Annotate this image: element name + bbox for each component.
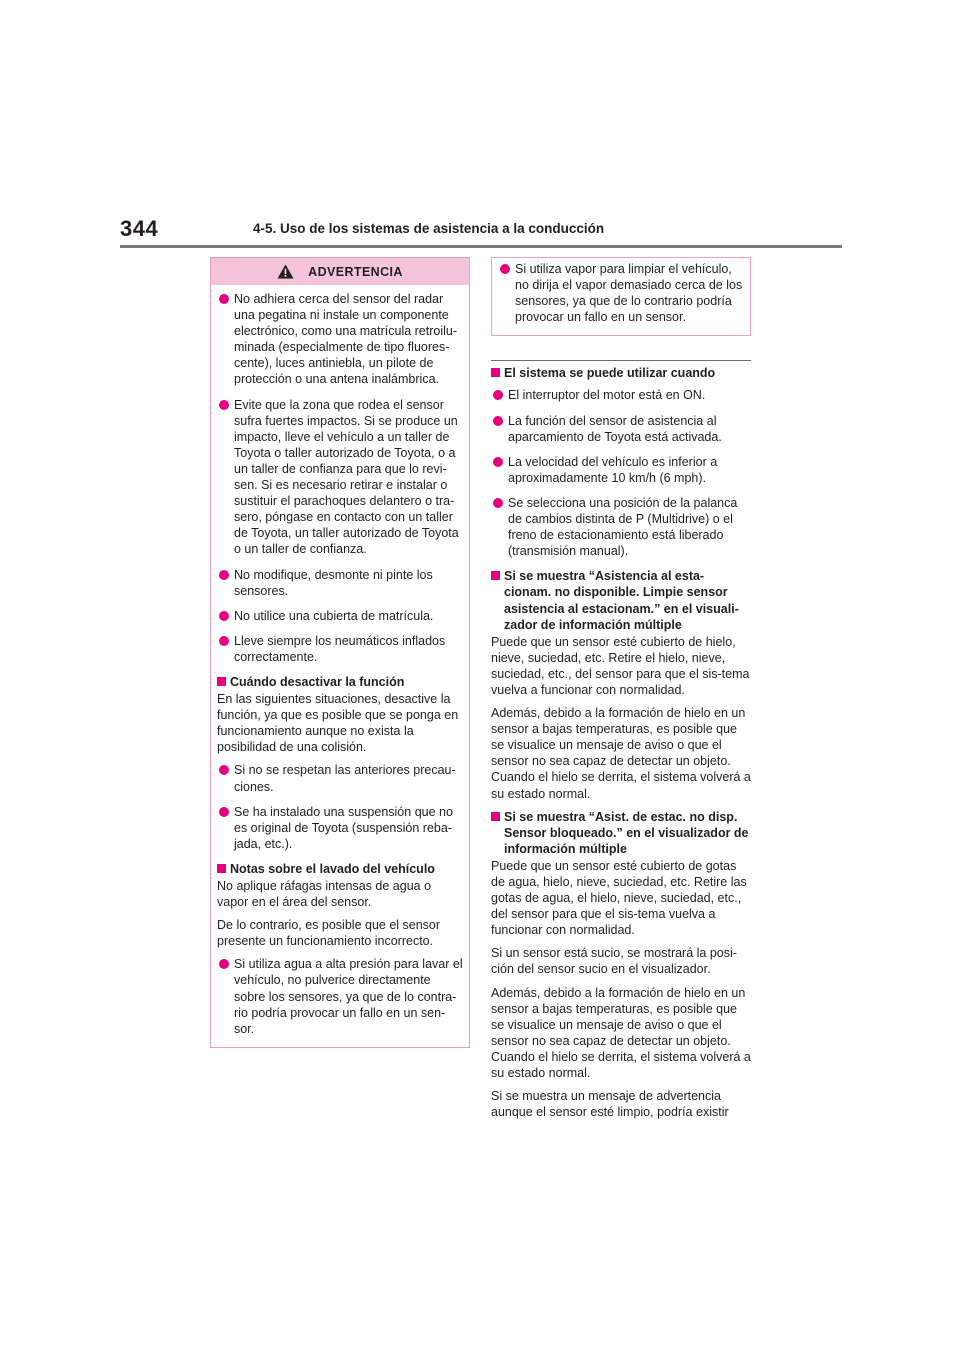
warning-content: [492, 258, 750, 335]
heading-text: Notas sobre el lavado del vehículo: [230, 861, 435, 876]
usable-bullet: [491, 413, 751, 445]
right-column: [491, 257, 751, 1127]
section-heading-deactivate: [217, 674, 463, 690]
heading-square: [217, 677, 226, 686]
warning-content: [211, 285, 469, 1037]
warning-bullet-text: Evite que la zona que rodea el sensor sufra fuertes impactos. Si se produce un impacto, lleve el vehículo a un taller de Toyota o taller autorizado de Toyota, o a un taller de confianza para que lo revi-sen. Si es necesario retirar e instalar o sustituir el parachoques delantero o tra-sero, póngase en contacto con un taller de Toyota, un taller autorizado de Toyota o un taller de confianza.: [234, 397, 459, 557]
paragraph: Además, debido a la formación de hielo en un sensor a bajas temperaturas, es posible que se visualice un mensaje de aviso o que el sensor no sea capaz de detectar un objeto. Cuando el hielo se derrita, el sistema volverá a su estado normal.: [491, 985, 751, 1081]
heading-square: [217, 864, 226, 873]
warning-bullet: [217, 567, 463, 599]
paragraph: Puede que un sensor esté cubierto de gotas de agua, hielo, nieve, suciedad, etc. Retire las gotas de agua, el hielo, nieve, suciedad, etc., del sensor para que el sis-tema vuelva a funcionar con normalidad.: [491, 858, 747, 938]
warning-bullet: [217, 291, 463, 388]
heading-text: Cuándo desactivar la función: [230, 674, 405, 689]
bullet-dot: [493, 457, 503, 467]
paragraph: De lo contrario, es posible que el sensor presente un funcionamiento incorrecto.: [217, 918, 441, 949]
bullet-dot: [219, 636, 229, 646]
bullet-text: Se ha instalado una suspensión que no es original de Toyota (suspensión reba-jada, etc.).: [234, 804, 453, 851]
paragraph: Si se muestra un mensaje de advertencia aunque el sensor esté limpio, podría existir: [491, 1089, 729, 1120]
deactivate-bullet: [217, 804, 463, 852]
bullet-dot: [219, 959, 229, 969]
section-heading-msg1: [491, 568, 751, 632]
deactivate-bullet: [217, 762, 463, 794]
bullet-dot: [493, 498, 503, 508]
bullet-text: La función del sensor de asistencia al aparcamiento de Toyota está activada.: [508, 413, 722, 444]
bullet-text: Se selecciona una posición de la palanca de cambios distinta de P (Multidrive) o el freno de estacionamiento está liberado (transmisión manual).: [508, 495, 738, 559]
warning-bullet: [217, 397, 463, 558]
left-column: [210, 257, 470, 1048]
section-rule: [491, 360, 751, 361]
warning-bullet-text: Lleve siempre los neumáticos inflados correctamente.: [234, 633, 446, 664]
warning-bullet: [217, 608, 463, 624]
section-heading-msg2: [491, 809, 751, 857]
warning-bullet: [498, 261, 744, 325]
bullet-dot: [219, 400, 229, 410]
paragraph: Además, debido a la formación de hielo en un sensor a bajas temperaturas, es posible que se visualice un mensaje de aviso o que el sensor no sea capaz de detectar un objeto. Cuando el hielo se derrita, el sistema volverá a su estado normal.: [491, 706, 751, 801]
washing-bullet: [217, 956, 463, 1036]
header-rule: [120, 245, 842, 248]
usable-bullet: [491, 454, 751, 486]
bullet-text: Si no se respetan las anteriores precau-ciones.: [234, 763, 456, 794]
warning-bullet-text: Si utiliza vapor para limpiar el vehículo, no dirija el vapor demasiado cerca de los sensores, ya que de lo contrario podría provocar un fallo en un sensor.: [515, 262, 743, 325]
bullet-dot: [500, 264, 510, 274]
bullet-text: El interruptor del motor está en ON.: [508, 388, 706, 403]
usable-bullet: [491, 495, 751, 559]
warning-bullet: [217, 633, 463, 665]
bullet-dot: [493, 416, 503, 426]
paragraph: Puede que un sensor esté cubierto de hielo, nieve, suciedad, etc. Retire el hielo, nieve, suciedad, etc., del sensor para que el sis-tema vuelva a funcionar con normalidad.: [491, 634, 750, 697]
section-heading-washing: [217, 861, 463, 877]
heading-text: Si se muestra “Asistencia al esta-cionam. no disponible. Limpie sensor asistencia al estacionam.” en el visuali-zador de información múltiple: [504, 569, 739, 632]
bullet-dot: [219, 807, 229, 817]
warning-header: [211, 258, 469, 285]
bullet-dot: [219, 294, 229, 304]
bullet-dot: [219, 611, 229, 621]
warning-box: [210, 257, 470, 1048]
warning-triangle-icon: [277, 264, 294, 279]
paragraph: Si un sensor está sucio, se mostrará la posi-ción del sensor sucio en el visualizador.: [491, 946, 737, 977]
paragraph: No aplique ráfagas intensas de agua o vapor en el área del sensor.: [217, 879, 432, 910]
page-header: [120, 216, 842, 246]
heading-text: Si se muestra “Asist. de estac. no disp. Sensor bloqueado.” en el visualizador de información múltiple: [504, 809, 749, 856]
bullet-text: Si utiliza agua a alta presión para lavar el vehículo, no pulverice directamente sobre los sensores, ya que de lo contra-rio podría provocar un fallo en un sen-sor.: [234, 957, 463, 1036]
warning-bullet-text: No adhiera cerca del sensor del radar una pegatina ni instale un componente electrónico, como una matrícula retroilu-minada (especialmente de tipo fluores-cente), luces antiniebla, un pilote de protección o una antena inalámbrica.: [234, 292, 458, 387]
warning-box-continued: [491, 257, 751, 336]
warning-title: ADVERTENCIA: [308, 264, 403, 279]
bullet-text: La velocidad del vehículo es inferior a aproximadamente 10 km/h (6 mph).: [508, 454, 718, 485]
heading-square: [491, 368, 500, 377]
warning-bullet-text: No utilice una cubierta de matrícula.: [234, 608, 434, 623]
bullet-dot: [219, 570, 229, 580]
paragraph: En las siguientes situaciones, desactive la función, ya que es posible que se ponga en funcionamiento aunque no exista la posibilidad de una colisión.: [217, 692, 459, 755]
page-number: 344: [120, 216, 159, 241]
usable-bullet: [491, 387, 751, 403]
heading-square: [491, 571, 500, 580]
warning-bullet-text: No modifique, desmonte ni pinte los sensores.: [234, 567, 433, 598]
heading-text: El sistema se puede utilizar cuando: [504, 366, 716, 381]
bullet-dot: [219, 765, 229, 775]
heading-square: [491, 812, 500, 821]
section-title: 4-5. Uso de los sistemas de asistencia a la conducción: [253, 221, 605, 236]
section-heading-usable: [491, 365, 751, 381]
bullet-dot: [493, 390, 503, 400]
